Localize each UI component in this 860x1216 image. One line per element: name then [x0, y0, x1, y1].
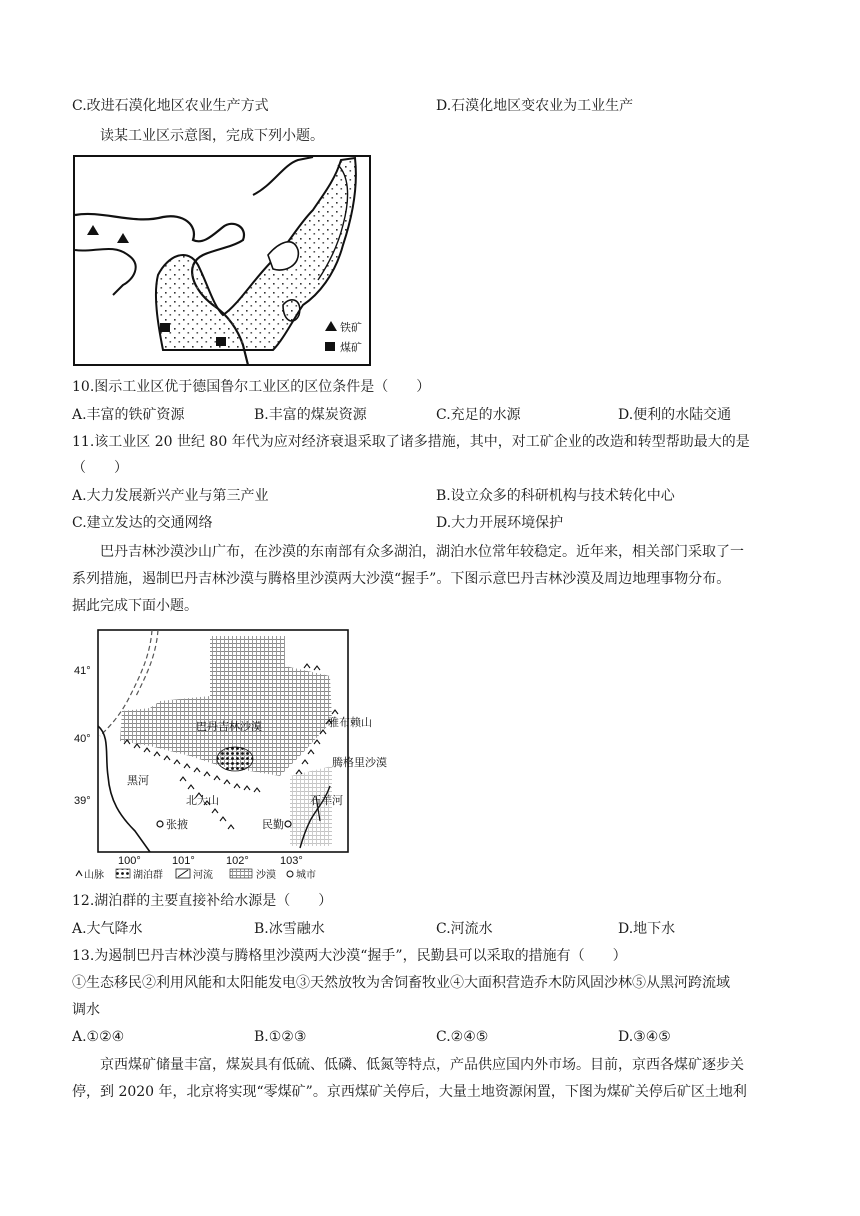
- q10-option-b: B.丰富的煤炭资源: [254, 407, 367, 423]
- coal-marker: [216, 337, 226, 346]
- q13-option-b: B.①②③: [254, 1029, 307, 1045]
- legend-city-label: 城市: [296, 870, 316, 881]
- zhangye-label: 张掖: [166, 818, 188, 831]
- legend-mountain-label: 山脉: [84, 870, 104, 881]
- minqin-city-dot: [285, 821, 291, 827]
- q12-option-a: A.大气降水: [72, 921, 143, 937]
- q11-option-d: D.大力开展环境保护: [436, 515, 564, 531]
- legend-lakes-label: 湖泊群: [133, 870, 163, 881]
- legend-iron-label: 铁矿: [340, 322, 362, 334]
- zhangye-city-dot: [157, 821, 163, 827]
- intro-text-3-line1: 京西煤矿储量丰富，煤炭具有低硫、低磷、低氮等特点，产品供应国内外市场。目前，京西各煤矿逐步关: [100, 1057, 744, 1073]
- q12-option-c: C.河流水: [436, 921, 493, 937]
- lat-41-label: 41°: [74, 665, 91, 677]
- lon-101-label: 101°: [172, 855, 195, 867]
- q10-option-d: D.便利的水陆交通: [618, 407, 732, 423]
- industrial-region-map: [73, 155, 373, 367]
- yabulai-label: 雅布赖山: [328, 716, 372, 729]
- lake-group: [217, 747, 253, 771]
- q13-items: ①生态移民②利用风能和太阳能发电③天然放牧为舍饲畜牧业④大面积营造乔木防风固沙林⑤从黑河跨流域: [72, 975, 730, 991]
- q13-option-d: D.③④⑤: [618, 1029, 671, 1045]
- intro-text-2-line2: 系列措施，遏制巴丹吉林沙漠与腾格里沙漠两大沙漠“握手”。下图示意巴丹吉林沙漠及周边地理事物分布。: [72, 571, 731, 587]
- q11-stem-paren: （ ）: [72, 460, 128, 476]
- q13-stem: 13.为遏制巴丹吉林沙漠与腾格里沙漠两大沙漠“握手”，民勤县可以采取的措施有（ ）: [72, 948, 627, 964]
- heihe-label: 黑河: [127, 774, 149, 787]
- q12-option-b: B.冰雪融水: [254, 921, 325, 937]
- intro-text-2-line1: 巴丹吉林沙漠沙山广布，在沙漠的东南部有众多湖泊，湖泊水位常年较稳定。近年来，相关部门采取了一: [100, 544, 744, 560]
- badain-jaran-label: 巴丹吉林沙漠: [196, 720, 262, 733]
- legend-desert-icon: [230, 869, 252, 878]
- legend-city-icon: [287, 871, 293, 877]
- legend-coal-label: 煤矿: [340, 342, 362, 354]
- legend-mountain-icon: [76, 871, 82, 876]
- q11-option-b: B.设立众多的科研机构与技术转化中心: [436, 488, 675, 504]
- legend-desert-label: 沙漠: [256, 870, 276, 881]
- q10-option-a: A.丰富的铁矿资源: [72, 407, 185, 423]
- lat-39-label: 39°: [74, 795, 91, 807]
- lon-100-label: 100°: [118, 855, 141, 867]
- q13-items-cont: 调水: [72, 1002, 100, 1018]
- q11-option-a: A.大力发展新兴产业与第三产业: [72, 488, 269, 504]
- lon-103-label: 103°: [280, 855, 303, 867]
- legend-lakes-icon: [116, 869, 130, 878]
- shiyanghe-label: 石羊河: [310, 794, 343, 807]
- q13-option-a: A.①②④: [72, 1029, 125, 1045]
- coal-marker: [160, 323, 170, 332]
- q9-option-d: D.石漠化地区变农业为工业生产: [436, 98, 634, 114]
- tengger-label: 腾格里沙漠: [332, 756, 387, 769]
- q11-option-c: C.建立发达的交通网络: [72, 515, 213, 531]
- legend-coal-icon: [325, 342, 335, 351]
- intro-text-3-line2: 停，到 2020 年，北京将实现“零煤矿”。京西煤矿关停后，大量土地资源闲置，下图为煤矿关停后矿区土地利: [72, 1084, 747, 1100]
- lat-40-label: 40°: [74, 733, 91, 745]
- q10-stem: 10.图示工业区优于德国鲁尔工业区的区位条件是（ ）: [72, 379, 431, 395]
- minqin-label: 民勤: [262, 818, 284, 831]
- q12-option-d: D.地下水: [618, 921, 676, 937]
- q13-option-c: C.②④⑤: [436, 1029, 489, 1045]
- q10-option-c: C.充足的水源: [436, 407, 521, 423]
- q11-stem: 11.该工业区 20 世纪 80 年代为应对经济衰退采取了诸多措施，其中，对工矿企业的改造和转型帮助最大的是: [72, 434, 750, 450]
- q9-option-c: C.改进石漠化地区农业生产方式: [72, 98, 269, 114]
- badain-jaran-map: [70, 626, 387, 882]
- intro-text-1: 读某工业区示意图，完成下列小题。: [100, 128, 324, 144]
- legend-river-label: 河流: [193, 870, 213, 881]
- intro-text-2-line3: 据此完成下面小题。: [72, 598, 198, 614]
- beidashan-label: 北大山: [186, 794, 219, 807]
- lon-102-label: 102°: [226, 855, 249, 867]
- q12-stem: 12.湖泊群的主要直接补给水源是（ ）: [72, 893, 333, 909]
